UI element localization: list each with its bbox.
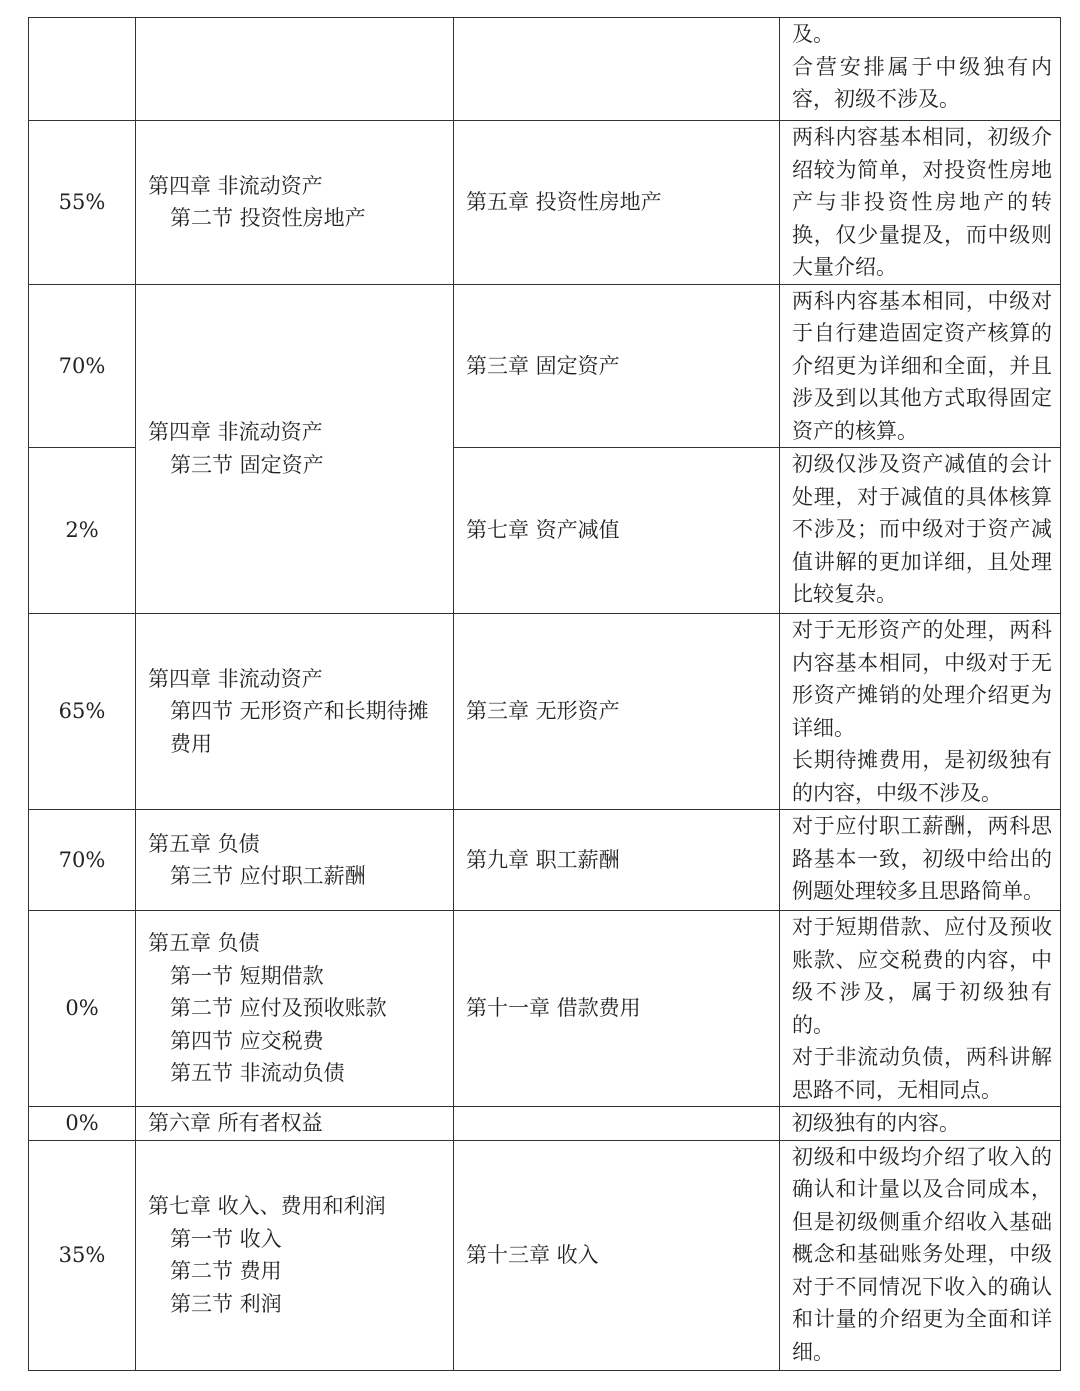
intermediate-chapter-cell: 第三章 无形资产 [454,614,780,810]
overlap-percent-cell: 35% [29,1140,136,1370]
chapter-title: 第六章 所有者权益 [148,1111,323,1135]
intermediate-chapter-cell: 第九章 职工薪酬 [454,810,780,911]
comparison-note-cell [780,911,1061,1107]
overlap-percent-cell: 70% [29,284,136,448]
comparison-note-cell [780,614,1061,810]
table-row [29,911,1061,1107]
comparison-note-cell [780,1107,1061,1141]
note-text: 初级仅涉及资产减值的会计处理，对于减值的具体核算不涉及；而中级对于资产减值讲解的更加详细，且处理比较复杂。 [792,452,1052,606]
intermediate-chapter-cell: 第十一章 借款费用 [454,911,780,1107]
section-title: 第二节 费用 [170,1259,282,1283]
primary-chapter-cell [136,810,454,911]
overlap-percent-cell [29,18,136,121]
section-title: 第三节 应付职工薪酬 [170,864,366,888]
chapter-title: 第四章 非流动资产 [148,420,323,445]
table-row [29,18,1061,121]
chapter-title: 第五章 负债 [148,931,260,956]
primary-chapter-cell [136,1140,454,1370]
section-title: 第三节 利润 [170,1291,282,1316]
comparison-note-cell [780,121,1061,285]
section-title: 第二节 应付及预收账款 [170,996,387,1021]
overlap-percent-cell: 2% [29,448,136,614]
table-row [29,1107,1061,1141]
note-text: 两科内容基本相同，初级介绍较为简单，对投资性房地产与非投资性房地产的转换，仅少量提及，而中级则大量介绍。 [792,125,1052,279]
note-text: 长期待摊费用，是初级独有的内容，中级不涉及。 [792,748,1052,805]
primary-chapter-cell [136,18,454,121]
comparison-note-cell [780,18,1061,121]
overlap-percent-cell: 65% [29,614,136,810]
table-row [29,614,1061,810]
note-text: 对于无形资产的处理，两科内容基本相同，中级对于无形资产摊销的处理介绍更为详细。 [792,618,1052,740]
intermediate-chapter-cell: 第五章 投资性房地产 [454,121,780,285]
section-title: 第一节 短期借款 [170,963,324,988]
overlap-percent-cell: 0% [29,911,136,1107]
table-row [29,1140,1061,1370]
chapter-title: 第七章 收入、费用和利润 [148,1194,386,1218]
comparison-table [28,17,1061,1371]
chapter-title: 第四章 非流动资产 [148,173,323,198]
section-title: 第四节 无形资产和长期待摊费用 [170,699,429,756]
note-text: 合营安排属于中级独有内容，初级不涉及。 [792,54,1052,111]
note-text: 对于应付职工薪酬，两科思路基本一致，初级中给出的例题处理较多且思路简单。 [792,814,1052,903]
intermediate-chapter-cell: 第七章 资产减值 [454,448,780,614]
intermediate-chapter-cell [454,18,780,121]
note-text: 两科内容基本相同，中级对于自行建造固定资产核算的介绍更为详细和全面，并且涉及到以其他方式取得固定资产的核算。 [792,288,1052,443]
note-text: 对于短期借款、应付及预收账款、应交税费的内容，中级不涉及，属于初级独有的。 [792,915,1052,1037]
intermediate-chapter-cell: 第三章 固定资产 [454,284,780,448]
comparison-note-cell [780,284,1061,448]
comparison-note-cell [780,1140,1061,1370]
section-title: 第四节 应交税费 [170,1028,324,1053]
table-row [29,284,1061,448]
note-text: 对于非流动负债，两科讲解思路不同，无相同点。 [792,1045,1052,1102]
section-title: 第一节 收入 [170,1226,282,1251]
overlap-percent-cell: 70% [29,810,136,911]
primary-chapter-cell [136,1107,454,1141]
intermediate-chapter-cell: 第十三章 收入 [454,1140,780,1370]
section-title: 第二节 投资性房地产 [170,206,366,231]
table-row [29,121,1061,285]
note-text: 初级和中级均介绍了收入的确认和计量以及合同成本，但是初级侧重介绍收入基础概念和基础账务处理，中级对于不同情况下收入的确认和计量的介绍更为全面和详细。 [792,1144,1052,1364]
note-text: 及。 [792,22,834,46]
overlap-percent-cell: 55% [29,121,136,285]
note-text: 初级独有的内容。 [792,1111,960,1135]
section-title: 第五节 非流动负债 [170,1061,345,1086]
table-row [29,810,1061,911]
intermediate-chapter-cell [454,1107,780,1141]
primary-chapter-cell [136,614,454,810]
primary-chapter-cell [136,121,454,285]
chapter-title: 第四章 非流动资产 [148,666,323,691]
chapter-title: 第五章 负债 [148,831,260,856]
primary-chapter-cell [136,284,454,614]
comparison-note-cell [780,810,1061,911]
comparison-note-cell [780,448,1061,614]
section-title: 第三节 固定资产 [170,452,324,477]
overlap-percent-cell: 0% [29,1107,136,1141]
primary-chapter-cell [136,911,454,1107]
